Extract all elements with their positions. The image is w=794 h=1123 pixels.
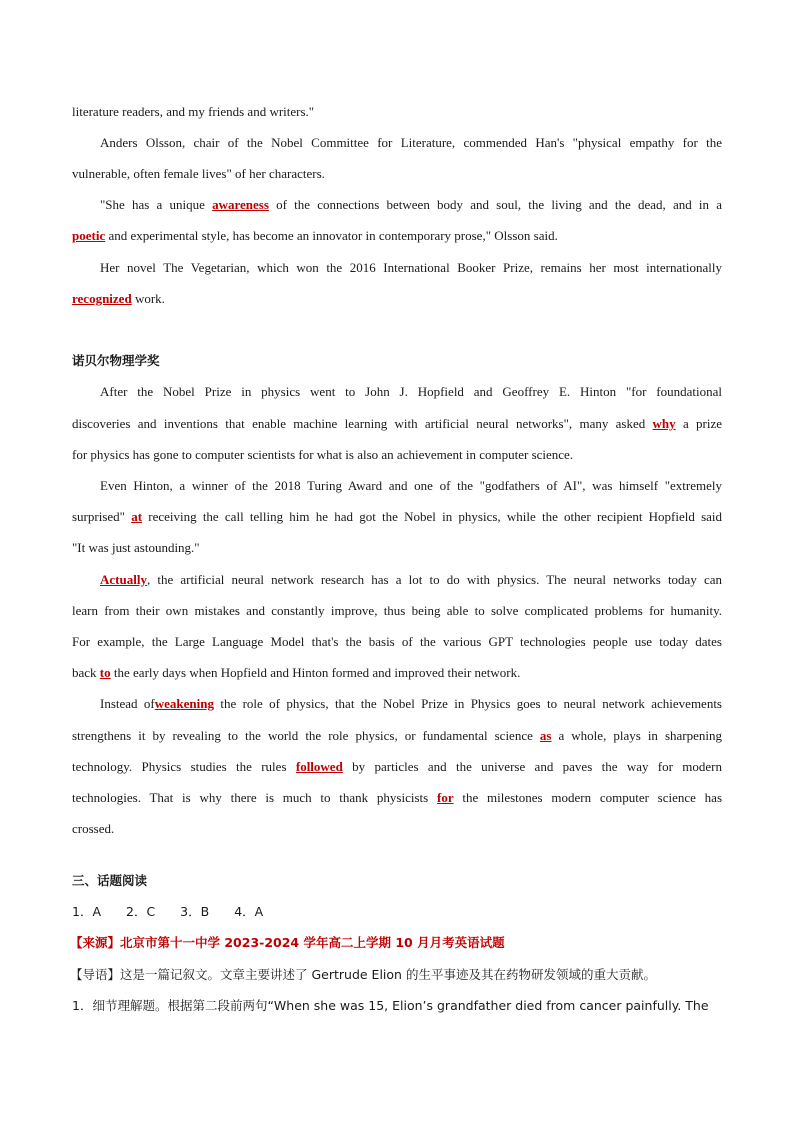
text-segment: technology. Physics studies the rules (72, 759, 287, 774)
physics-para-3-line-2: learn from their own mistakes and constantly improve, thus being able to solve complicated problems for humanity. (72, 603, 722, 618)
text-segment: of the connections between body and soul, the living and the dead, and in a (276, 197, 722, 212)
source-line: 【来源】北京市第十一中学 2023-2024 学年高二上学期 10 月月考英语试题 (70, 935, 505, 950)
physics-para-1-line-2 (72, 415, 722, 433)
answer-poetic: poetic (72, 228, 106, 243)
answer-as: as (539, 728, 552, 743)
physics-para-4-line-1 (100, 695, 722, 713)
answer-actually: Actually (100, 572, 147, 587)
physics-para-4-line-4 (72, 789, 722, 807)
text-segment: , the artificial neural network research has a lot to do with physics. The neural networks today can (146, 572, 722, 587)
text-segment: surprised" (72, 509, 125, 524)
intro-line: 【导语】这是一篇记叙文。文章主要讲述了 Gertrude Elion 的生平事迹及其在药物研发领域的重大贡献。 (70, 967, 656, 982)
physics-para-3-line-1 (100, 571, 722, 589)
text-segment: the early days when Hopfield and Hinton formed and improved their network. (113, 665, 521, 680)
physics-para-2-line-3: "It was just astounding." (72, 540, 200, 555)
answer-to: to (99, 665, 111, 680)
physics-para-3-line-4 (72, 664, 722, 682)
answer-for: for (436, 790, 454, 805)
text-segment: discoveries and inventions that enable machine learning with artificial neural networks", many asked (72, 416, 646, 431)
physics-para-4-line-5: crossed. (72, 821, 115, 836)
text-segment: a whole, plays in sharpening (558, 728, 722, 743)
han-para-3-line-2 (72, 290, 722, 308)
text-segment: by particles and the universe and paves the way for modern (352, 759, 723, 774)
han-para-1-line-2: vulnerable, often female lives" of her characters. (72, 166, 325, 181)
physics-para-1-line-3: for physics has gone to computer scientists for what is also an achievement in computer science. (72, 447, 574, 462)
answer-why: why (652, 416, 676, 431)
question-1-line: 1．细节理解题。根据第二段前两句“When she was 15, Elion’s grandfather died from cancer painfully. The (72, 998, 709, 1013)
text-segment: a prize (682, 416, 723, 431)
text-segment: the milestones modern computer science has (462, 790, 723, 805)
text-segment: back (72, 665, 97, 680)
answer-at: at (131, 509, 143, 524)
physics-para-2-line-1: Even Hinton, a winner of the 2018 Turing Award and one of the "godfathers of AI", was himself "extremely (100, 478, 722, 493)
answer-recognized: recognized (72, 291, 132, 306)
answer-awareness: awareness (212, 197, 269, 212)
physics-para-3-line-3: For example, the Large Language Model that's the basis of the various GPT technologies people use today dates (72, 634, 722, 649)
answer-weakening: weakening (154, 696, 214, 711)
text-segment: work. (134, 291, 165, 306)
text-segment: technologies. That is why there is much to thank physicists (72, 790, 429, 805)
answer-key: 1．A 2．C 3．B 4．A (72, 904, 264, 919)
text-segment: "She has a unique (100, 197, 205, 212)
text-segment: Instead of (100, 696, 155, 711)
text-segment: and experimental style, has become an innovator in contemporary prose," Olsson said. (108, 228, 558, 243)
answer-followed: followed (295, 759, 343, 774)
han-para-3-line-1: Her novel The Vegetarian, which won the 2016 International Booker Prize, remains her most internationally (100, 260, 722, 275)
physics-para-2-line-2 (72, 508, 722, 526)
physics-heading: 诺贝尔物理学奖 (72, 353, 160, 368)
han-para-2-line-2 (72, 227, 722, 245)
han-para-1-line-1: Anders Olsson, chair of the Nobel Committee for Literature, commended Han's "physical empathy for the (100, 135, 722, 150)
han-para-2-line-1 (100, 196, 722, 214)
physics-para-4-line-2 (72, 727, 722, 745)
han-para-0: literature readers, and my friends and writers." (72, 104, 315, 119)
text-segment: receiving the call telling him he had got the Nobel in physics, while the other recipient Hopfield said (148, 509, 723, 524)
section-3-heading: 三、话题阅读 (72, 873, 148, 888)
text-segment: the role of physics, that the Nobel Prize in Physics goes to neural network achievements (220, 696, 722, 711)
physics-para-1-line-1: After the Nobel Prize in physics went to John J. Hopfield and Geoffrey E. Hinton "for foundational (100, 384, 722, 399)
physics-para-4-line-3 (72, 758, 722, 776)
text-segment: strengthens it by revealing to the world the role physics, or fundamental science (72, 728, 533, 743)
